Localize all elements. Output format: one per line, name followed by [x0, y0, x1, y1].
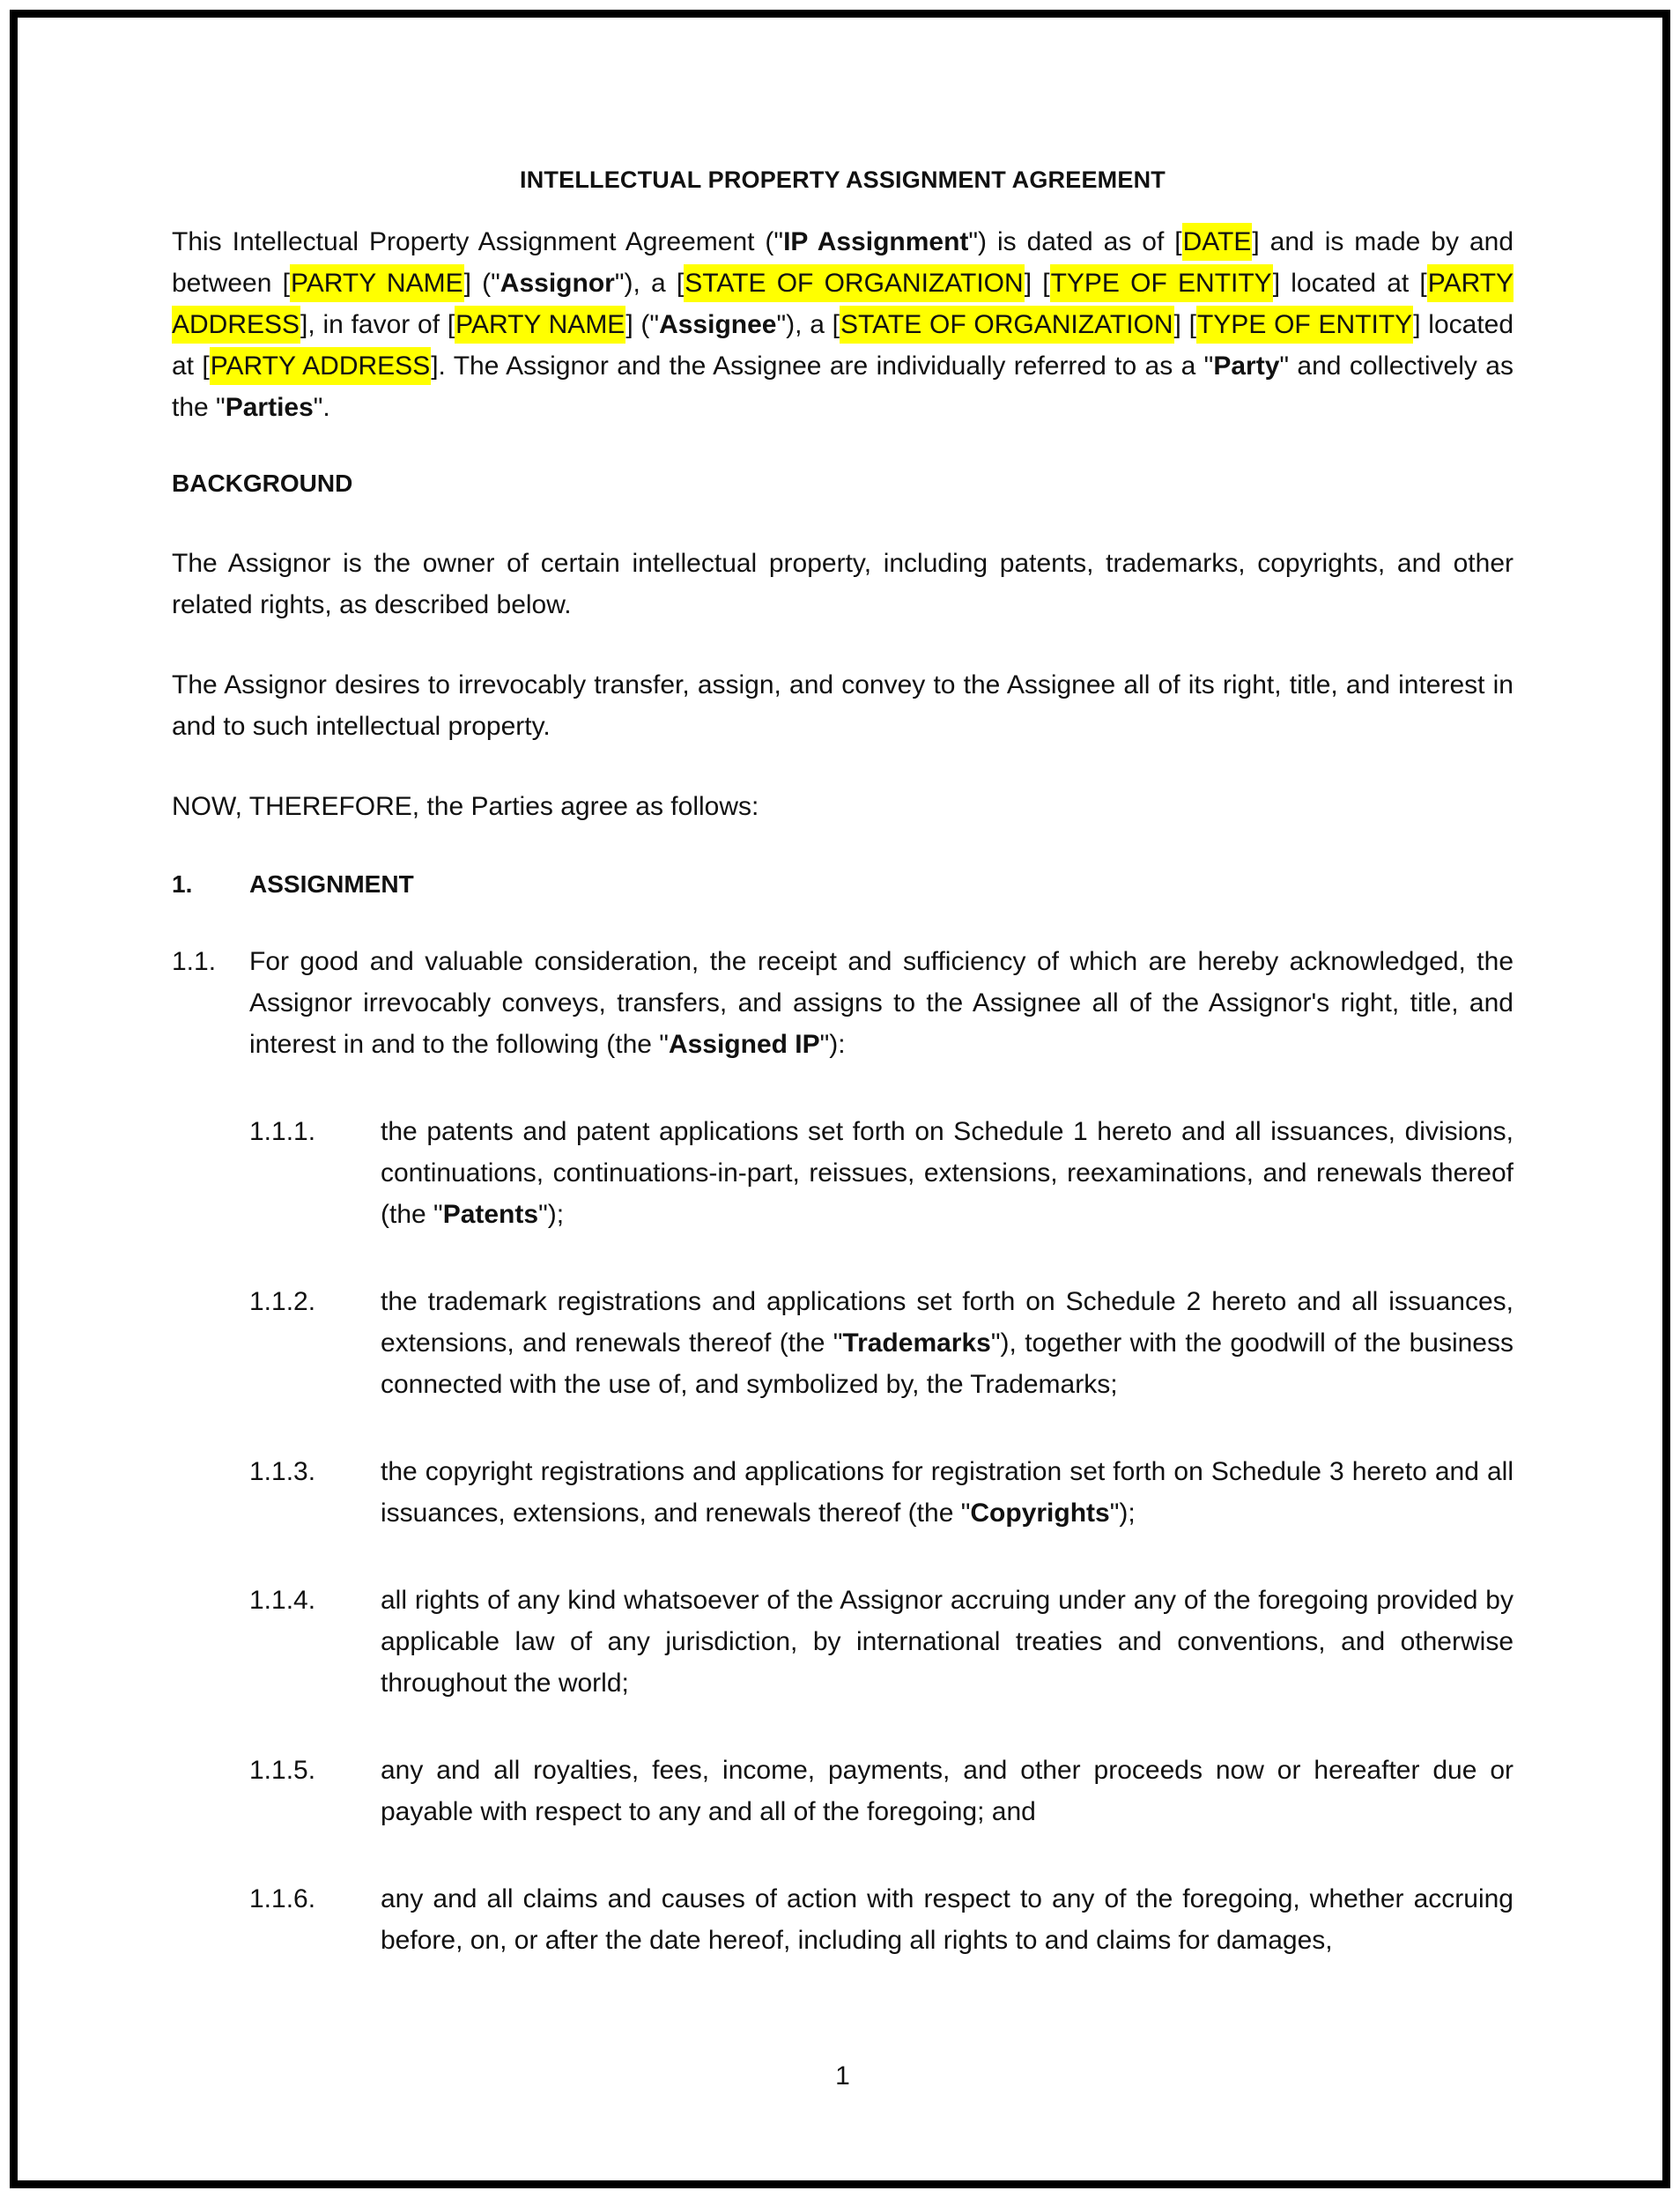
text-run: ] (": [463, 269, 500, 298]
subclause-1-1-3-row: [249, 1451, 1513, 1534]
intro-paragraph: [172, 221, 1513, 428]
subclause-1-1-3-text: [381, 1451, 1513, 1534]
bold-defined-term: Copyrights: [970, 1499, 1110, 1528]
document-content: [172, 0, 1513, 1961]
text-run: any and all royalties, fees, income, payments, and other proceeds now or hereafter due or payable with respect to any and all of the foregoing; and: [381, 1756, 1513, 1826]
subclause-1-1-4-text: [381, 1580, 1513, 1704]
highlighted-placeholder: PARTY ADDRESS: [172, 264, 1513, 344]
subclause-1-1-2-row: [249, 1281, 1513, 1405]
now-therefore-paragraph: NOW, THEREFORE, the Parties agree as follows:: [172, 792, 759, 821]
highlighted-placeholder: PARTY ADDRESS: [210, 347, 431, 385]
text-run: "):: [819, 1030, 846, 1059]
text-run: "), a [: [614, 269, 685, 298]
text-run: " and collectively as the ": [172, 352, 1513, 422]
subclause-1-1-2-text: [381, 1281, 1513, 1405]
subclause-1-1-4-row: [249, 1580, 1513, 1704]
text-run: ") is dated as of [: [968, 227, 1182, 256]
background-paragraph-2: The Assignor desires to irrevocably transfer, assign, and convey to the Assignee all of its right, title, and interest in and to such intellectual property.: [172, 670, 1513, 741]
text-run: the patents and patent applications set forth on Schedule 1 hereto and all issuances, divisions, continuations, continuations-in-part, reissues, extensions, reexaminations, and renewals thereof (the ": [381, 1117, 1513, 1229]
bold-defined-term: Assignor: [500, 269, 615, 298]
bold-defined-term: Assignee: [659, 310, 777, 339]
text-run: ], in favor of [: [300, 310, 455, 339]
background-paragraph-1: The Assignor is the owner of certain intellectual property, including patents, trademarks, copyrights, and other related rights, as described below.: [172, 549, 1513, 619]
subclause-1-1-6-text: [381, 1878, 1513, 1961]
text-run: "), together with the goodwill of the business connected with the use of, and symbolized by, the Trademarks;: [381, 1328, 1513, 1399]
subclause-1-1-2-number: 1.1.2.: [249, 1287, 316, 1316]
text-run: all rights of any kind whatsoever of the Assignor accruing under any of the foregoing provided by applicable law of any jurisdiction, by international treaties and conventions, and otherwise throughout the world;: [381, 1586, 1513, 1698]
section-1-heading-row: [172, 863, 1513, 905]
text-run: ] [: [1173, 310, 1196, 339]
text-run: ".: [313, 393, 330, 422]
section-1-number: 1.: [172, 870, 193, 898]
text-run: ] (": [625, 310, 660, 339]
text-run: ] located at [: [1272, 269, 1427, 298]
bold-defined-term: IP Assignment: [783, 227, 969, 256]
subclause-1-1-4-number: 1.1.4.: [249, 1586, 316, 1615]
section-1-heading: ASSIGNMENT: [249, 870, 414, 898]
subclause-1-1-1-row: [249, 1111, 1513, 1235]
text-run: ");: [538, 1200, 565, 1229]
subclause-1-1-5-text: [381, 1750, 1513, 1832]
bold-defined-term: Party: [1213, 352, 1280, 381]
subclause-1-1-5-number: 1.1.5.: [249, 1756, 316, 1785]
highlighted-placeholder: PARTY NAME: [455, 306, 625, 344]
highlighted-placeholder: TYPE OF ENTITY: [1196, 306, 1413, 344]
text-run: any and all claims and causes of action with respect to any of the foregoing, whether accruing before, on, or after the date hereof, including all rights to and claims for damages,: [381, 1884, 1513, 1955]
clause-1-1-row: [172, 941, 1513, 1065]
text-run: ");: [1109, 1499, 1136, 1528]
bold-defined-term: Patents: [442, 1200, 539, 1229]
text-run: For good and valuable consideration, the receipt and sufficiency of which are hereby acknowledged, the Assignor irrevocably conveys, transfers, and assigns to the Assignee all of the Assignor's right, title, and interest in and to the following (the ": [249, 947, 1513, 1059]
text-run: ]. The Assignor and the Assignee are individually referred to as a ": [431, 352, 1214, 381]
clause-1-1-number: 1.1.: [172, 947, 217, 976]
subclause-1-1-6-number: 1.1.6.: [249, 1884, 316, 1913]
background-heading: BACKGROUND: [172, 470, 353, 497]
text-run: "), a [: [776, 310, 840, 339]
text-run: ] and is made by and between [: [172, 227, 1513, 298]
highlighted-placeholder: TYPE OF ENTITY: [1050, 264, 1273, 302]
highlighted-placeholder: STATE OF ORGANIZATION: [684, 264, 1024, 302]
subclause-1-1-1-number: 1.1.1.: [249, 1117, 316, 1146]
page-number: 1: [835, 2061, 850, 2091]
bold-defined-term: Assigned IP: [668, 1030, 820, 1059]
subclause-1-1-5-row: [249, 1750, 1513, 1832]
highlighted-placeholder: PARTY NAME: [290, 264, 464, 302]
text-run: This Intellectual Property Assignment Agreement (": [172, 227, 784, 256]
subclause-1-1-6-row: [249, 1878, 1513, 1961]
highlighted-placeholder: STATE OF ORGANIZATION: [840, 306, 1174, 344]
document-title: INTELLECTUAL PROPERTY ASSIGNMENT AGREEMENT: [520, 167, 1166, 193]
clause-1-1-text: [249, 941, 1513, 1065]
bold-defined-term: Trademarks: [842, 1328, 991, 1358]
subclause-1-1-1-text: [381, 1111, 1513, 1235]
subclause-1-1-3-number: 1.1.3.: [249, 1457, 316, 1486]
highlighted-placeholder: DATE: [1182, 223, 1253, 261]
text-run: ] [: [1024, 269, 1050, 298]
bold-defined-term: Parties: [225, 393, 314, 422]
text-run: the trademark registrations and applications set forth on Schedule 2 hereto and all issuances, extensions, and renewals thereof (the ": [381, 1287, 1513, 1358]
text-run: the copyright registrations and applications for registration set forth on Schedule 3 hereto and all issuances, extensions, and renewals thereof (the ": [381, 1457, 1513, 1528]
text-run: ] located at [: [172, 310, 1514, 381]
